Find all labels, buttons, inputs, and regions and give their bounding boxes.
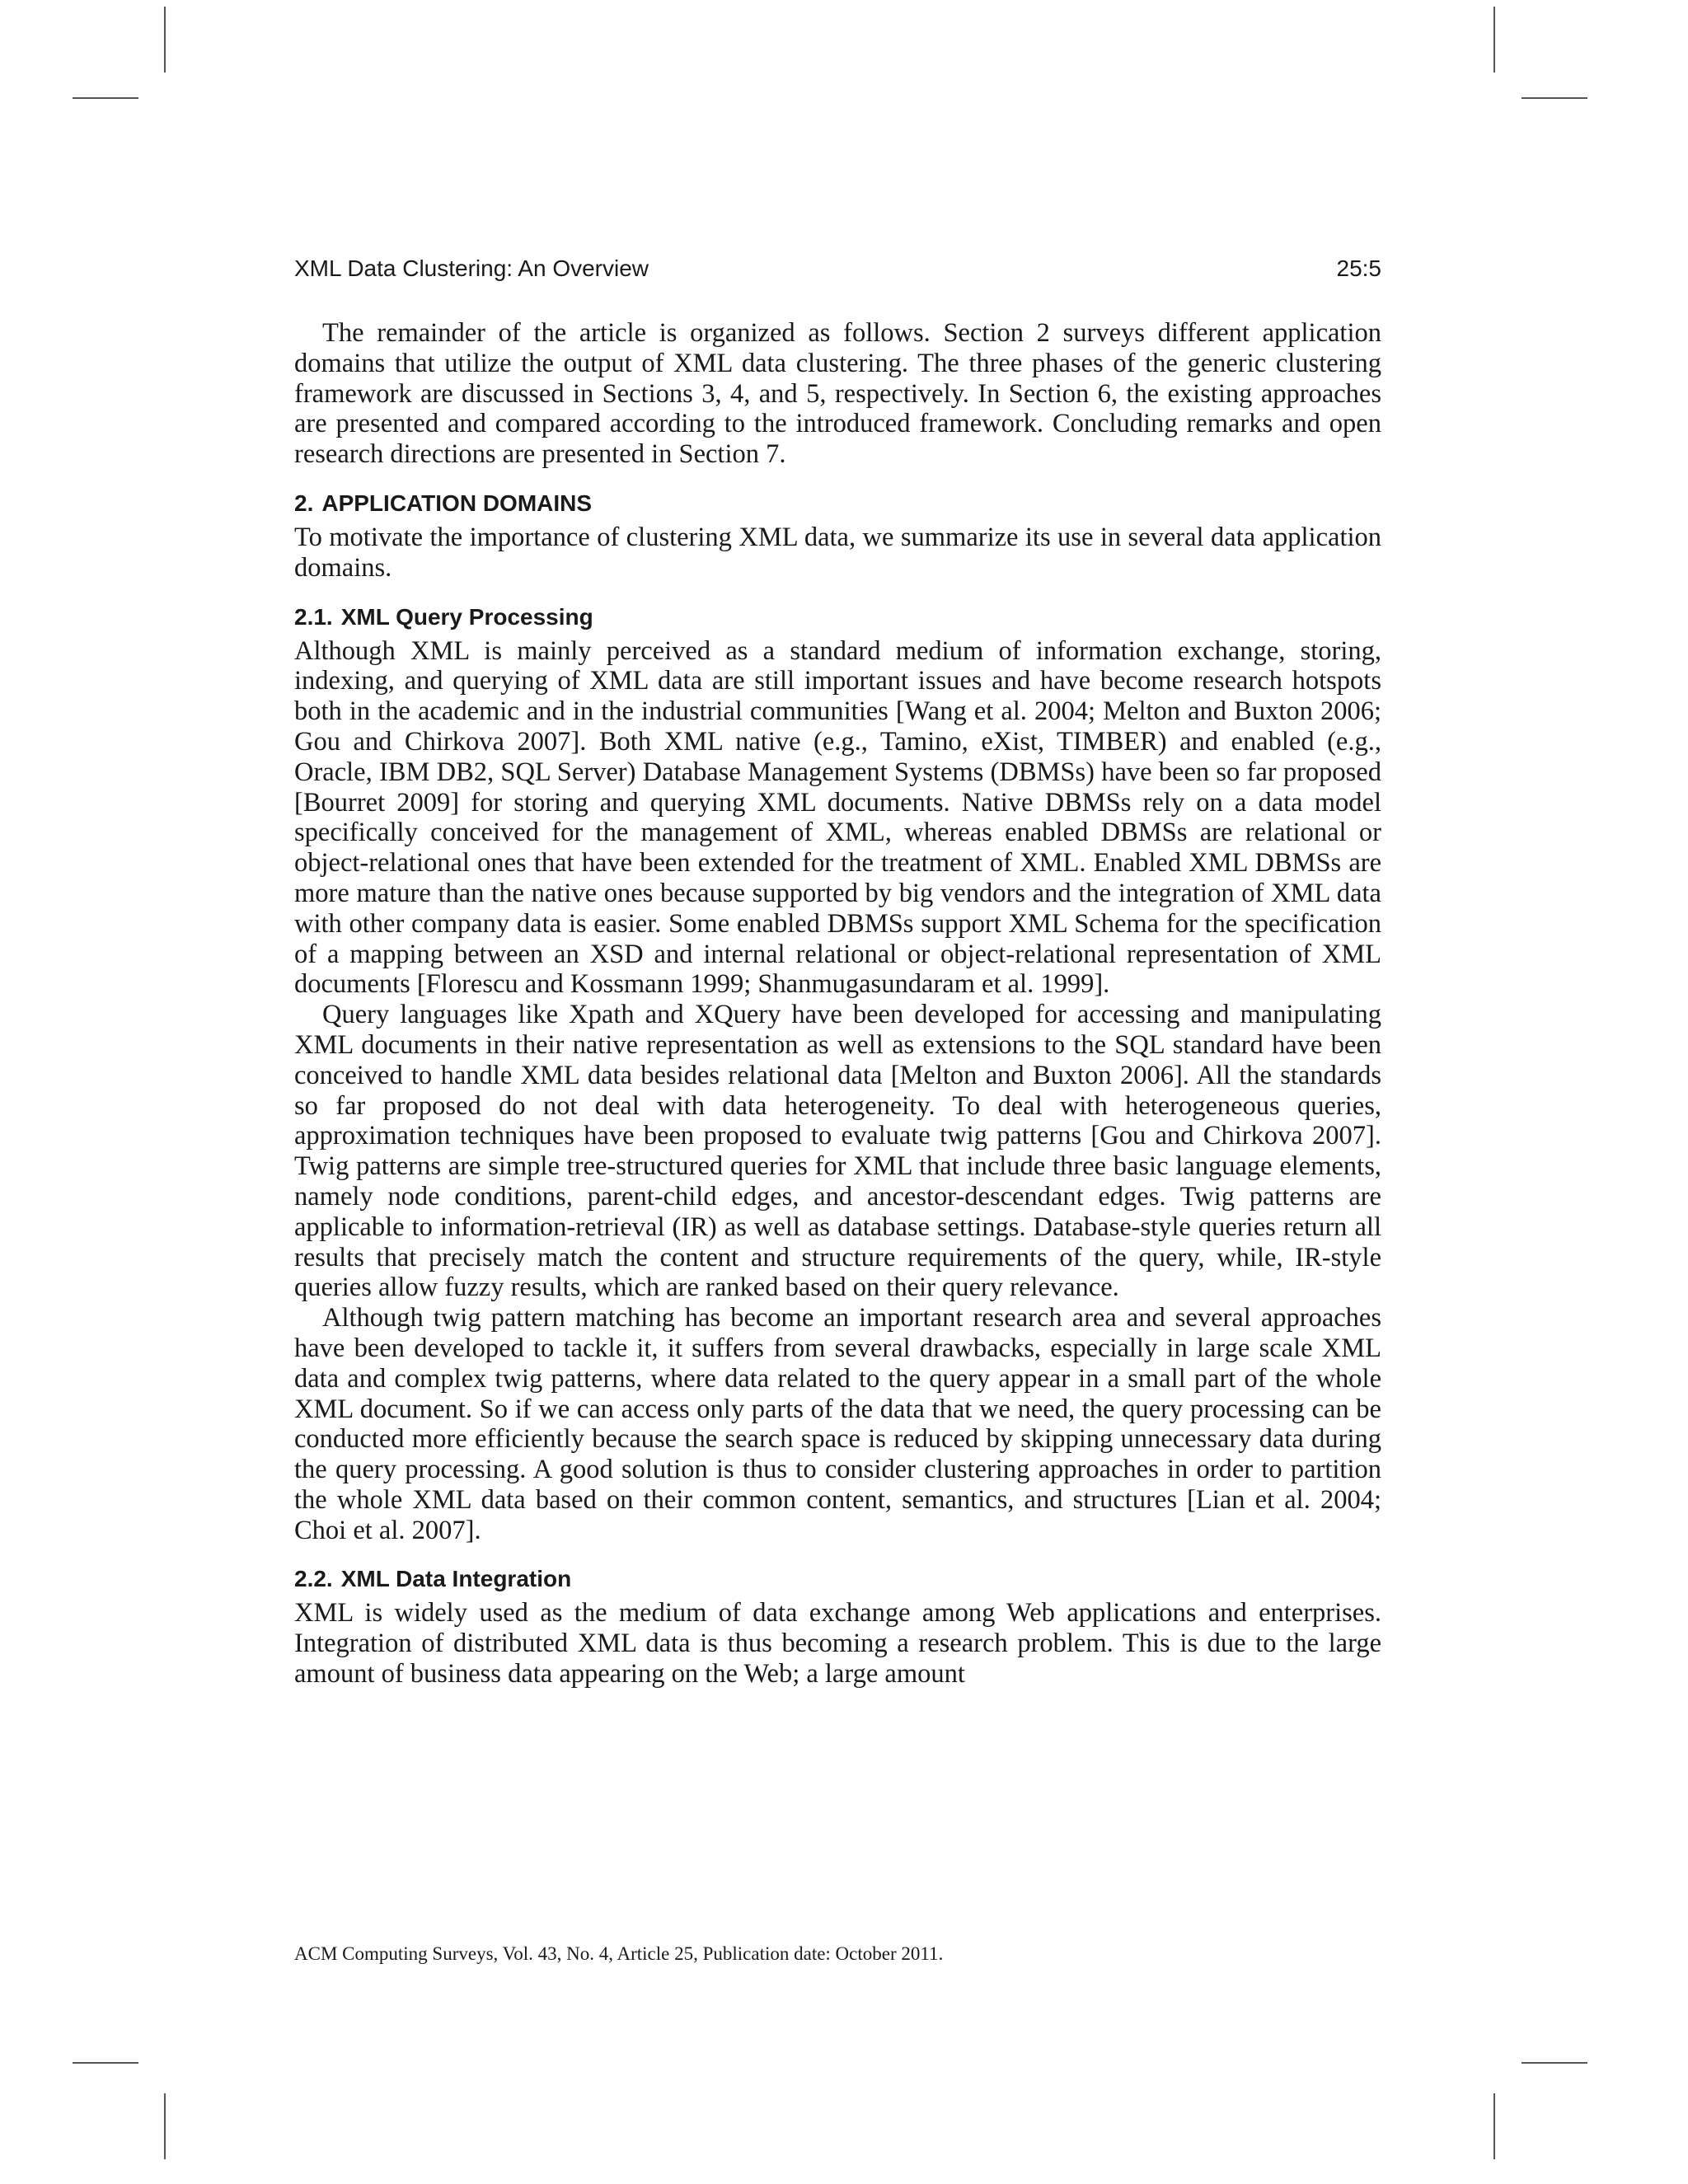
crop-mark-bottom-right-horizontal (1522, 2062, 1587, 2064)
crop-mark-top-left-vertical (164, 7, 166, 73)
subsection-heading-xml-data-integration (294, 1564, 1381, 1594)
section-heading-application-domains (294, 489, 1381, 518)
article-body (294, 318, 1381, 1690)
crop-mark-top-right-horizontal (1522, 97, 1587, 99)
crop-mark-top-left-horizontal (73, 97, 138, 99)
crop-mark-bottom-left-horizontal (73, 2062, 138, 2064)
subsection-number: 2.2. (294, 1566, 333, 1592)
subsection-number: 2.1. (294, 603, 333, 630)
data-integration-paragraph: XML is widely used as the medium of data exchange among Web applications and enterprises. Integration of distributed XML data is thus becoming a research problem. This is due to the large amount of business data appearing on the Web; a large amount (294, 1598, 1381, 1690)
section-number: 2. (294, 490, 314, 516)
crop-mark-bottom-right-vertical (1493, 2093, 1495, 2159)
running-title: XML Data Clustering: An Overview (294, 255, 649, 281)
page-number: 25:5 (1336, 255, 1381, 281)
page-footer: ACM Computing Surveys, Vol. 43, No. 4, Article 25, Publication date: October 2011. (294, 1943, 944, 1964)
intro-paragraph: The remainder of the article is organized as follows. Section 2 surveys different application domains that utilize the output of XML data clustering. The three phases of the generic clustering framework are discussed in Sections 3, 4, and 5, respectively. In Section 6, the existing approaches are presented and compared according to the introduced framework. Concluding remarks and open research directions are presented in Section 7. (294, 318, 1381, 470)
section-title: APPLICATION DOMAINS (321, 490, 593, 516)
crop-mark-top-right-vertical (1493, 7, 1495, 73)
subsection-title: XML Query Processing (340, 603, 593, 630)
crop-mark-bottom-left-vertical (164, 2093, 166, 2159)
running-head (294, 252, 1381, 285)
query-processing-paragraph-2: Query languages like Xpath and XQuery have been developed for accessing and manipulating XML documents in their native representation as well as extensions to the SQL standard have been conceived to handle XML data besides relational data [Melton and Buxton 2006]. All the standards so far proposed do not deal with data heterogeneity. To deal with heterogeneous queries, approximation techniques have been proposed to evaluate twig patterns [Gou and Chirkova 2007]. Twig patterns are simple tree-structured queries for XML that include three basic language elements, namely node conditions, parent-child edges, and ancestor-descendant edges. Twig patterns are applicable to information-retrieval (IR) as well as database settings. Database-style queries return all results that precisely match the content and structure requirements of the query, while, IR-style queries allow fuzzy results, which are ranked based on their query relevance. (294, 1000, 1381, 1303)
query-processing-paragraph-1: Although XML is mainly perceived as a standard medium of information exchange, storing, indexing, and querying of XML data are still important issues and have become research hotspots both in the academic and in the industrial communities [Wang et al. 2004; Melton and Buxton 2006; Gou and Chirkova 2007]. Both XML native (e.g., Tamino, eXist, TIMBER) and enabled (e.g., Oracle, IBM DB2, SQL Server) Database Management Systems (DBMSs) have been so far proposed [Bourret 2009] for storing and querying XML documents. Native DBMSs rely on a data model specifically conceived for the management of XML, whereas enabled DBMSs are relational or object-relational ones that have been extended for the treatment of XML. Enabled XML DBMSs are more mature than the native ones because supported by big vendors and the integration of XML data with other company data is easier. Some enabled DBMSs support XML Schema for the specification of a mapping between an XSD and internal relational or object-relational representation of XML documents [Florescu and Kossmann 1999; Shanmugasundaram et al. 1999]. (294, 635, 1381, 1000)
section-2-paragraph: To motivate the importance of clustering XML data, we summarize its use in several data application domains. (294, 522, 1381, 583)
query-processing-paragraph-3: Although twig pattern matching has become an important research area and several approaches have been developed to tackle it, it suffers from several drawbacks, especially in large scale XML data and complex twig patterns, where data related to the query appear in a small part of the whole XML document. So if we can access only parts of the data that we need, the query processing can be conducted more efficiently because the search space is reduced by skipping unnecessary data during the query processing. A good solution is thus to consider clustering approaches in order to partition the whole XML data based on their common content, semantics, and structures [Lian et al. 2004; Choi et al. 2007]. (294, 1303, 1381, 1545)
subsection-title: XML Data Integration (340, 1566, 572, 1592)
subsection-heading-xml-query-processing (294, 602, 1381, 632)
